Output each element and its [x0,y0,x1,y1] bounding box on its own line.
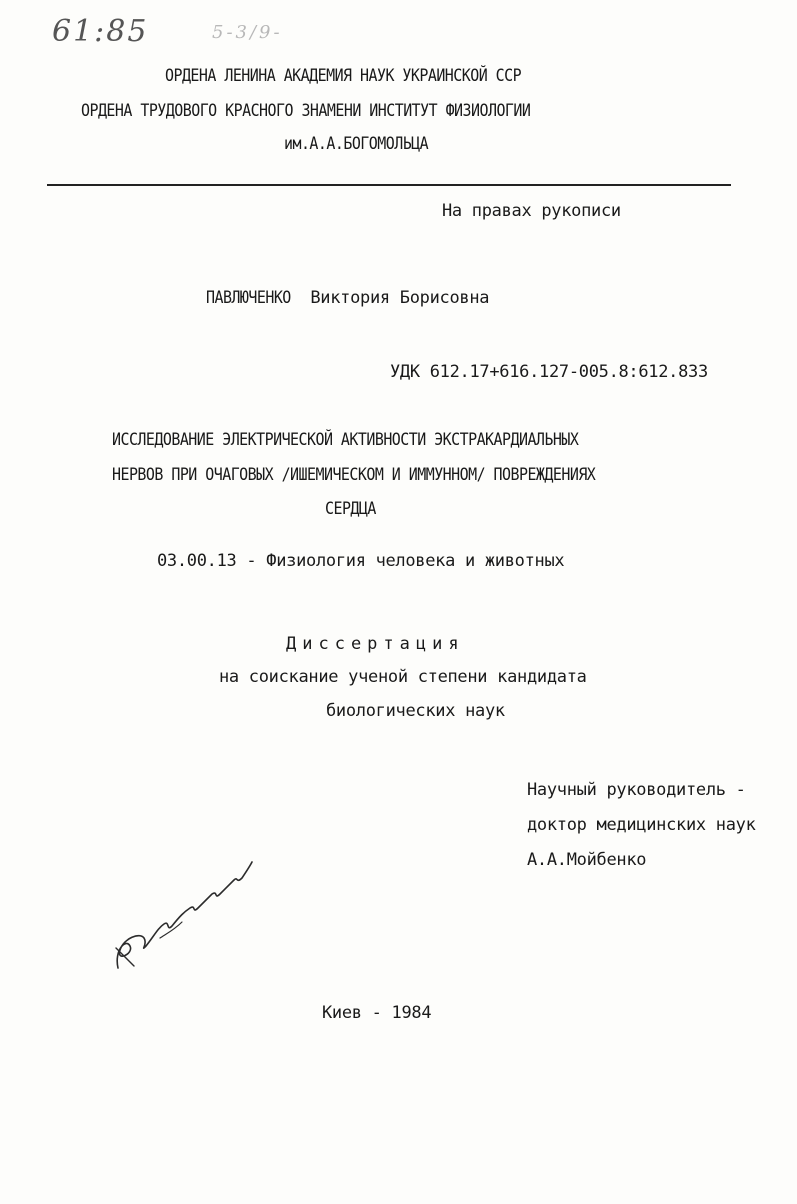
dissertation-field-line: биологических наук [326,701,505,721]
advisor-name: А.А.Мойбенко [527,850,647,870]
archive-mark-code: 61:85 [52,14,149,49]
header-line-2: ОРДЕНА ТРУДОВОГО КРАСНОГО ЗНАМЕНИ ИНСТИТУТ ФИЗИОЛОГИИ [81,101,531,121]
header-line-3: им.А.А.БОГОМОЛЬЦА [284,134,429,154]
title-line-1: ИССЛЕДОВАНИЕ ЭЛЕКТРИЧЕСКОЙ АКТИВНОСТИ ЭКСТРАКАРДИАЛЬНЫХ [112,430,579,450]
title-line-3: СЕРДЦА [325,499,376,519]
archive-mark-extra-text: 5-3/9- [212,22,283,43]
handwritten-signature [100,850,270,980]
author-name [206,288,489,308]
advisor-title: доктор медицинских наук [527,815,756,835]
rights-note: На правах рукописи [442,201,621,221]
author-surname: ПАВЛЮЧЕНКО [206,288,291,308]
header-line-1: ОРДЕНА ЛЕНИНА АКАДЕМИЯ НАУК УКРАИНСКОЙ ССР [165,66,522,86]
signature-scribble [100,850,270,980]
archive-mark-extra [212,22,283,43]
udc-code: УДК 612.17+616.127-005.8:612.833 [390,362,708,382]
author-given-names: Виктория Борисовна [310,288,490,308]
archive-mark [52,14,148,49]
advisor-role: Научный руководитель - [527,780,746,800]
title-line-2: НЕРВОВ ПРИ ОЧАГОВЫХ /ИШЕМИЧЕСКОМ И ИММУННОМ/ ПОВРЕЖДЕНИЯХ [112,465,596,485]
place-year: Киев - 1984 [322,1003,432,1023]
specialty: 03.00.13 - Физиология человека и животных [157,551,565,571]
dissertation-degree-line: на соискание ученой степени кандидата [219,667,587,687]
header-divider [47,184,731,186]
dissertation-heading: Диссертация [286,634,465,654]
